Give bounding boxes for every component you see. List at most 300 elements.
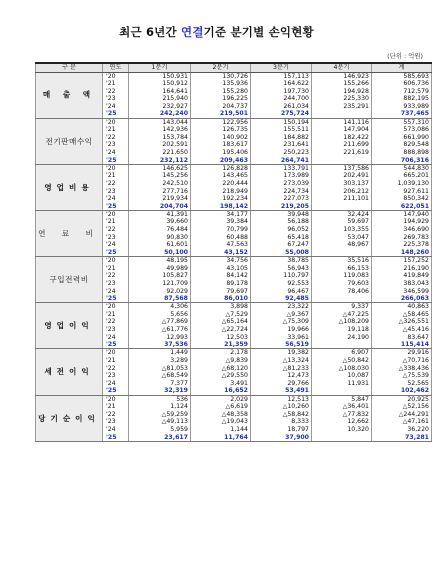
- year-cell: '22: [103, 180, 129, 188]
- value-cell: 23,617: [129, 434, 191, 442]
- value-cell: 34,177: [191, 210, 251, 218]
- value-cell: 221,650: [129, 149, 191, 157]
- column-header: 구 분: [36, 63, 103, 72]
- year-cell: '25: [103, 434, 129, 442]
- value-cell: 110,797: [251, 272, 312, 280]
- year-cell: '23: [103, 418, 129, 426]
- value-cell: 33,961: [251, 334, 312, 342]
- value-cell: 21,359: [191, 341, 251, 349]
- value-cell: 242,510: [129, 180, 191, 188]
- section-label: 세전이익: [36, 349, 103, 395]
- value-cell: △58,842: [251, 410, 312, 418]
- value-cell: 73,281: [372, 434, 432, 442]
- value-cell: 67,247: [251, 241, 312, 249]
- value-cell: 19,118: [312, 326, 372, 334]
- value-cell: 86,010: [191, 295, 251, 303]
- value-cell: 544,830: [372, 164, 432, 172]
- value-cell: △29,550: [191, 372, 251, 380]
- value-cell: 573,086: [372, 126, 432, 134]
- year-cell: '25: [103, 110, 129, 118]
- column-header: 계: [372, 63, 432, 72]
- value-cell: △75,539: [372, 372, 432, 380]
- year-cell: '20: [103, 118, 129, 126]
- value-cell: 150,931: [129, 72, 191, 80]
- value-cell: 250,223: [251, 149, 312, 157]
- value-cell: 888,898: [372, 149, 432, 157]
- value-cell: 829,548: [372, 141, 432, 149]
- value-cell: △49,113: [129, 418, 191, 426]
- value-cell: △7,529: [191, 310, 251, 318]
- value-cell: 155,511: [251, 126, 312, 134]
- value-cell: 36,220: [372, 426, 432, 434]
- year-cell: '20: [103, 257, 129, 265]
- value-cell: 164,622: [251, 80, 312, 88]
- value-cell: 49,989: [129, 264, 191, 272]
- value-cell: 850,342: [372, 195, 432, 203]
- value-cell: △59,259: [129, 410, 191, 418]
- title-highlight: 연결: [181, 25, 204, 39]
- value-cell: 76,484: [129, 226, 191, 234]
- year-cell: '24: [103, 195, 129, 203]
- value-cell: 209,463: [191, 157, 251, 165]
- value-cell: △47,161: [372, 418, 432, 426]
- value-cell: 155,280: [191, 87, 251, 95]
- value-cell: 52,565: [372, 380, 432, 388]
- table-row: [36, 257, 432, 265]
- value-cell: 202,591: [129, 141, 191, 149]
- value-cell: 39,660: [129, 218, 191, 226]
- value-cell: 269,783: [372, 234, 432, 242]
- value-cell: 419,849: [372, 272, 432, 280]
- section-label: 연 료 비: [36, 210, 103, 256]
- value-cell: 153,784: [129, 134, 191, 142]
- year-cell: '23: [103, 326, 129, 334]
- value-cell: 665,201: [372, 172, 432, 180]
- value-cell: 273,039: [251, 180, 312, 188]
- value-cell: 261,034: [251, 103, 312, 111]
- value-cell: 211,699: [312, 141, 372, 149]
- value-cell: 10,087: [312, 372, 372, 380]
- value-cell: 126,735: [191, 126, 251, 134]
- value-cell: 105,827: [129, 272, 191, 280]
- year-cell: '24: [103, 334, 129, 342]
- value-cell: 96,052: [251, 226, 312, 234]
- value-cell: △47,225: [312, 310, 372, 318]
- value-cell: 102,462: [372, 387, 432, 395]
- value-cell: 20,925: [372, 395, 432, 403]
- year-cell: '21: [103, 80, 129, 88]
- year-cell: '23: [103, 280, 129, 288]
- page-title: [0, 24, 433, 40]
- value-cell: 16,652: [191, 387, 251, 395]
- value-cell: 115,414: [372, 341, 432, 349]
- value-cell: 346,690: [372, 226, 432, 234]
- column-header: 1분기: [129, 63, 191, 72]
- value-cell: 221,619: [312, 149, 372, 157]
- value-cell: 89,178: [191, 280, 251, 288]
- year-cell: '21: [103, 126, 129, 134]
- value-cell: 43,152: [191, 249, 251, 257]
- value-cell: △13,324: [251, 357, 312, 365]
- value-cell: △61,776: [129, 326, 191, 334]
- year-cell: '23: [103, 372, 129, 380]
- value-cell: 706,316: [372, 157, 432, 165]
- value-cell: 32,319: [129, 387, 191, 395]
- value-cell: 90,830: [129, 234, 191, 242]
- table-body: [36, 72, 432, 441]
- year-cell: '21: [103, 310, 129, 318]
- year-cell: '22: [103, 318, 129, 326]
- value-cell: △108,030: [312, 364, 372, 372]
- value-cell: [312, 295, 372, 303]
- value-cell: 35,516: [312, 257, 372, 265]
- value-cell: 146,923: [312, 72, 372, 80]
- title-pre: 최근 6년간: [119, 25, 182, 39]
- value-cell: 194,928: [312, 87, 372, 95]
- value-cell: 266,063: [372, 295, 432, 303]
- value-cell: 231,641: [251, 141, 312, 149]
- value-cell: 87,568: [129, 295, 191, 303]
- value-cell: 157,252: [372, 257, 432, 265]
- value-cell: 12,662: [312, 418, 372, 426]
- value-cell: 4,306: [129, 303, 191, 311]
- year-cell: '20: [103, 72, 129, 80]
- value-cell: 70,799: [191, 226, 251, 234]
- value-cell: [312, 249, 372, 257]
- value-cell: 56,943: [251, 264, 312, 272]
- value-cell: 29,916: [372, 349, 432, 357]
- value-cell: 206,212: [312, 187, 372, 195]
- value-cell: △6,619: [191, 403, 251, 411]
- value-cell: [312, 157, 372, 165]
- year-cell: '20: [103, 349, 129, 357]
- year-cell: '23: [103, 95, 129, 103]
- value-cell: 83,647: [372, 334, 432, 342]
- value-cell: [312, 341, 372, 349]
- value-cell: 11,931: [312, 380, 372, 388]
- table-row: [36, 303, 432, 311]
- year-cell: '24: [103, 380, 129, 388]
- value-cell: △326,551: [372, 318, 432, 326]
- value-cell: 12,473: [251, 372, 312, 380]
- value-cell: 197,730: [251, 87, 312, 95]
- value-cell: 24,190: [312, 334, 372, 342]
- value-cell: 18,797: [251, 426, 312, 434]
- value-cell: 39,384: [191, 218, 251, 226]
- value-cell: 225,378: [372, 241, 432, 249]
- value-cell: 39,948: [251, 210, 312, 218]
- value-cell: 155,266: [312, 80, 372, 88]
- year-cell: '23: [103, 141, 129, 149]
- value-cell: 79,697: [191, 287, 251, 295]
- value-cell: 264,741: [251, 157, 312, 165]
- value-cell: 227,073: [251, 195, 312, 203]
- value-cell: 220,444: [191, 180, 251, 188]
- value-cell: 103,355: [312, 226, 372, 234]
- column-header: 연도: [103, 63, 129, 72]
- value-cell: 606,736: [372, 80, 432, 88]
- value-cell: 12,503: [191, 334, 251, 342]
- year-cell: '21: [103, 403, 129, 411]
- value-cell: 59,697: [312, 218, 372, 226]
- value-cell: △68,549: [129, 372, 191, 380]
- value-cell: 219,205: [251, 203, 312, 211]
- value-cell: △244,291: [372, 410, 432, 418]
- value-cell: 32,424: [312, 210, 372, 218]
- value-cell: 142,936: [129, 126, 191, 134]
- value-cell: [312, 387, 372, 395]
- value-cell: 219,934: [129, 195, 191, 203]
- value-cell: 242,240: [129, 110, 191, 118]
- value-cell: 6,907: [312, 349, 372, 357]
- value-cell: 122,956: [191, 118, 251, 126]
- year-cell: '21: [103, 172, 129, 180]
- value-cell: 50,100: [129, 249, 191, 257]
- value-cell: 216,190: [372, 264, 432, 272]
- value-cell: 1,449: [129, 349, 191, 357]
- value-cell: △48,358: [191, 410, 251, 418]
- value-cell: 3,898: [191, 303, 251, 311]
- value-cell: △36,401: [312, 403, 372, 411]
- value-cell: 275,724: [251, 110, 312, 118]
- year-cell: '24: [103, 426, 129, 434]
- value-cell: 1,039,130: [372, 180, 432, 188]
- value-cell: △58,465: [372, 310, 432, 318]
- value-cell: 143,044: [129, 118, 191, 126]
- value-cell: 130,726: [191, 72, 251, 80]
- value-cell: 37,900: [251, 434, 312, 442]
- value-cell: 927,611: [372, 187, 432, 195]
- value-cell: 55,008: [251, 249, 312, 257]
- table-header-row: [36, 63, 432, 72]
- value-cell: 204,704: [129, 203, 191, 211]
- value-cell: △45,416: [372, 326, 432, 334]
- value-cell: 8,333: [251, 418, 312, 426]
- value-cell: 184,882: [251, 134, 312, 142]
- value-cell: 37,536: [129, 341, 191, 349]
- year-cell: '23: [103, 187, 129, 195]
- value-cell: 585,693: [372, 72, 432, 80]
- value-cell: 3,289: [129, 357, 191, 365]
- value-cell: 150,194: [251, 118, 312, 126]
- value-cell: 194,929: [372, 218, 432, 226]
- value-cell: 202,491: [312, 172, 372, 180]
- value-cell: 712,579: [372, 87, 432, 95]
- value-cell: 244,700: [251, 95, 312, 103]
- value-cell: 277,716: [129, 187, 191, 195]
- value-cell: 53,491: [251, 387, 312, 395]
- value-cell: 23,322: [251, 303, 312, 311]
- value-cell: 61,601: [129, 241, 191, 249]
- value-cell: 557,310: [372, 118, 432, 126]
- value-cell: 882,195: [372, 95, 432, 103]
- year-cell: '25: [103, 387, 129, 395]
- year-cell: '25: [103, 341, 129, 349]
- value-cell: 146,625: [129, 164, 191, 172]
- value-cell: 192,234: [191, 195, 251, 203]
- value-cell: △75,309: [251, 318, 312, 326]
- year-cell: '25: [103, 203, 129, 211]
- value-cell: 92,029: [129, 287, 191, 295]
- value-cell: 60,488: [191, 234, 251, 242]
- title-post: 기준 분기별 손익현황: [203, 25, 314, 39]
- value-cell: △9,839: [191, 357, 251, 365]
- value-cell: 224,734: [251, 187, 312, 195]
- value-cell: 141,116: [312, 118, 372, 126]
- value-cell: 65,418: [251, 234, 312, 242]
- value-cell: 303,137: [312, 180, 372, 188]
- value-cell: 56,519: [251, 341, 312, 349]
- year-cell: '25: [103, 249, 129, 257]
- value-cell: 5,656: [129, 310, 191, 318]
- value-cell: 135,936: [191, 80, 251, 88]
- value-cell: △9,367: [251, 310, 312, 318]
- table-row: [36, 349, 432, 357]
- value-cell: △22,724: [191, 326, 251, 334]
- value-cell: 536: [129, 395, 191, 403]
- value-cell: 661,990: [372, 134, 432, 142]
- value-cell: 145,256: [129, 172, 191, 180]
- year-cell: '21: [103, 218, 129, 226]
- value-cell: 346,599: [372, 287, 432, 295]
- table-row: [36, 72, 432, 80]
- value-cell: △81,233: [251, 364, 312, 372]
- value-cell: △77,869: [129, 318, 191, 326]
- year-cell: '20: [103, 210, 129, 218]
- value-cell: 133,791: [251, 164, 312, 172]
- value-cell: 383,043: [372, 280, 432, 288]
- section-label: 매 출 액: [36, 72, 103, 118]
- year-cell: '24: [103, 103, 129, 111]
- year-cell: '25: [103, 295, 129, 303]
- year-cell: '25: [103, 157, 129, 165]
- value-cell: 5,847: [312, 395, 372, 403]
- value-cell: 10,320: [312, 426, 372, 434]
- year-cell: '22: [103, 226, 129, 234]
- value-cell: 150,912: [129, 80, 191, 88]
- value-cell: 204,737: [191, 103, 251, 111]
- year-cell: '24: [103, 149, 129, 157]
- value-cell: △50,842: [312, 357, 372, 365]
- value-cell: 126,828: [191, 164, 251, 172]
- value-cell: 198,142: [191, 203, 251, 211]
- table-row: [36, 395, 432, 403]
- value-cell: △68,120: [191, 364, 251, 372]
- value-cell: 84,142: [191, 272, 251, 280]
- value-cell: 12,513: [251, 395, 312, 403]
- table-row: [36, 164, 432, 172]
- value-cell: 121,709: [129, 280, 191, 288]
- value-cell: 143,465: [191, 172, 251, 180]
- value-cell: 19,382: [251, 349, 312, 357]
- section-label: 영업이익: [36, 303, 103, 349]
- value-cell: 173,989: [251, 172, 312, 180]
- value-cell: △77,832: [312, 410, 372, 418]
- section-label: 구입전력비: [36, 257, 103, 303]
- value-cell: 5,959: [129, 426, 191, 434]
- value-cell: 211,101: [312, 195, 372, 203]
- value-cell: 48,195: [129, 257, 191, 265]
- year-cell: '20: [103, 395, 129, 403]
- value-cell: 9,337: [312, 303, 372, 311]
- value-cell: 1,124: [129, 403, 191, 411]
- value-cell: [312, 203, 372, 211]
- value-cell: 137,586: [312, 164, 372, 172]
- value-cell: 78,406: [312, 287, 372, 295]
- value-cell: 157,113: [251, 72, 312, 80]
- year-cell: '24: [103, 287, 129, 295]
- column-header: 3분기: [251, 63, 312, 72]
- value-cell: 92,485: [251, 295, 312, 303]
- year-cell: '22: [103, 87, 129, 95]
- value-cell: 43,105: [191, 264, 251, 272]
- value-cell: △19,043: [191, 418, 251, 426]
- year-cell: '23: [103, 234, 129, 242]
- year-cell: '21: [103, 264, 129, 272]
- value-cell: 53,047: [312, 234, 372, 242]
- value-cell: 933,989: [372, 103, 432, 111]
- column-header: 2분기: [191, 63, 251, 72]
- value-cell: 38,785: [251, 257, 312, 265]
- value-cell: 19,966: [251, 326, 312, 334]
- value-cell: 737,465: [372, 110, 432, 118]
- value-cell: 140,902: [191, 134, 251, 142]
- value-cell: 183,617: [191, 141, 251, 149]
- value-cell: 41,391: [129, 210, 191, 218]
- value-cell: 147,904: [312, 126, 372, 134]
- year-cell: '20: [103, 303, 129, 311]
- table-row: [36, 210, 432, 218]
- value-cell: 48,967: [312, 241, 372, 249]
- value-cell: 147,940: [372, 210, 432, 218]
- value-cell: 219,501: [191, 110, 251, 118]
- value-cell: 232,112: [129, 157, 191, 165]
- year-cell: '20: [103, 164, 129, 172]
- value-cell: △65,164: [191, 318, 251, 326]
- value-cell: △10,260: [251, 403, 312, 411]
- value-cell: 47,563: [191, 241, 251, 249]
- year-cell: '22: [103, 272, 129, 280]
- year-cell: '22: [103, 134, 129, 142]
- value-cell: △81,053: [129, 364, 191, 372]
- value-cell: △108,209: [312, 318, 372, 326]
- value-cell: △70,716: [372, 357, 432, 365]
- value-cell: [312, 434, 372, 442]
- value-cell: 66,153: [312, 264, 372, 272]
- year-cell: '22: [103, 364, 129, 372]
- value-cell: 2,029: [191, 395, 251, 403]
- value-cell: 119,083: [312, 272, 372, 280]
- year-cell: '24: [103, 241, 129, 249]
- value-cell: 1,144: [191, 426, 251, 434]
- value-cell: 235,291: [312, 103, 372, 111]
- value-cell: 196,225: [191, 95, 251, 103]
- value-cell: 96,467: [251, 287, 312, 295]
- value-cell: 218,949: [191, 187, 251, 195]
- section-label: 영업비용: [36, 164, 103, 210]
- value-cell: 3,491: [191, 380, 251, 388]
- value-cell: 40,863: [372, 303, 432, 311]
- value-cell: 29,766: [251, 380, 312, 388]
- value-cell: 148,260: [372, 249, 432, 257]
- table-row: [36, 118, 432, 126]
- value-cell: △338,436: [372, 364, 432, 372]
- value-cell: 195,406: [191, 149, 251, 157]
- value-cell: 34,756: [191, 257, 251, 265]
- value-cell: 225,330: [312, 95, 372, 103]
- value-cell: 79,603: [312, 280, 372, 288]
- value-cell: [312, 110, 372, 118]
